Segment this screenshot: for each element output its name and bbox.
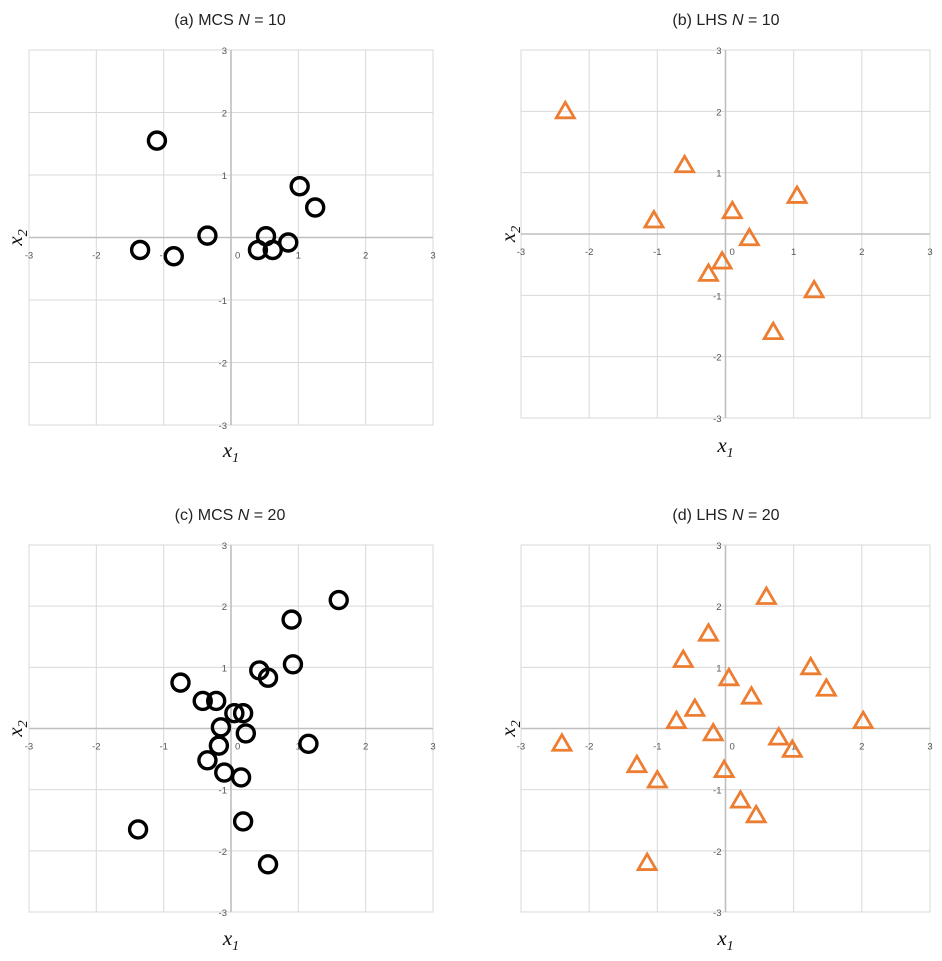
title-prefix: (a) MCS (174, 12, 239, 29)
data-point-triangle (713, 253, 731, 268)
title-n: N (237, 507, 250, 524)
x-tick-label: -1 (653, 741, 662, 753)
y-tick-label: 1 (716, 168, 722, 180)
x-tick-label: 0 (235, 741, 241, 753)
x-axis-label: $x_1$ (222, 926, 240, 954)
title-prefix: (c) MCS (174, 507, 238, 524)
title-n: N (731, 507, 744, 524)
x-tick-label: -1 (159, 741, 168, 753)
data-point-circle (291, 178, 308, 195)
data-point-triangle (556, 102, 574, 117)
data-point-circle (235, 813, 252, 830)
data-points (132, 132, 324, 265)
y-tick-label: -2 (218, 846, 227, 858)
data-point-circle (307, 199, 324, 216)
y-tick-label: -1 (713, 785, 722, 797)
x-tick-label: 3 (927, 741, 933, 753)
x-tick-label: -1 (653, 247, 662, 258)
x-tick-label: -2 (584, 741, 594, 753)
x-tick-label: 3 (927, 247, 933, 258)
y-axis-label: $x_2$ (3, 720, 31, 737)
panel-c-mcs-20 (3, 507, 436, 954)
data-point-circle (260, 856, 277, 873)
y-tick-label: -3 (218, 421, 227, 432)
title-suffix: = 20 (249, 507, 286, 524)
data-point-circle (172, 674, 189, 691)
y-tick-label: -2 (713, 846, 722, 858)
x-tick-label: 3 (430, 250, 436, 262)
x-tick-label: -3 (24, 741, 34, 753)
y-axis-label: $x_2$ (496, 225, 524, 243)
y-tick-label: 2 (221, 602, 227, 614)
title-prefix: (b) LHS (672, 12, 732, 29)
x-tick-label: 1 (791, 247, 797, 258)
title-n: N (731, 12, 744, 29)
y-tick-label: 2 (716, 107, 722, 119)
y-tick-label: -2 (713, 352, 722, 364)
x-tick-label: 3 (430, 741, 436, 753)
data-point-triangle (638, 854, 656, 869)
x-axis-label: $x_1$ (717, 433, 734, 461)
y-tick-label: -2 (218, 358, 227, 370)
data-point-triangle (667, 712, 685, 727)
data-point-circle (148, 132, 165, 149)
data-point-triangle (788, 187, 806, 202)
y-axis-label: $x_2$ (3, 229, 31, 246)
data-point-triangle (699, 625, 717, 640)
x-tick-label: 1 (791, 741, 797, 753)
x-tick-label: -2 (92, 250, 101, 262)
data-point-circle (210, 737, 227, 754)
x-tick-label: -3 (516, 741, 526, 753)
x-tick-label: 2 (859, 247, 865, 258)
data-point-circle (284, 656, 301, 673)
data-point-triangle (770, 729, 788, 744)
y-tick-label: -1 (218, 296, 227, 307)
data-point-triangle (805, 281, 823, 296)
title-suffix: = 10 (743, 12, 780, 29)
data-point-circle (132, 242, 149, 259)
x-tick-label: -3 (24, 250, 34, 262)
data-point-triangle (742, 688, 760, 703)
data-point-triangle (854, 712, 872, 727)
x-tick-label: 2 (363, 741, 369, 753)
title-n: N (238, 12, 250, 29)
x-tick-label: 0 (729, 741, 735, 753)
data-point-triangle (553, 735, 571, 750)
data-point-triangle (704, 724, 722, 739)
x-tick-label: -2 (92, 741, 101, 753)
data-point-circle (199, 227, 216, 244)
x-tick-label: 2 (859, 741, 865, 753)
x-axis-label: $x_1$ (717, 926, 734, 954)
data-point-triangle (747, 806, 765, 821)
data-point-circle (283, 611, 300, 628)
title-suffix: = 20 (743, 507, 780, 524)
data-point-circle (212, 719, 229, 736)
title-prefix: (d) LHS (672, 507, 732, 524)
title-suffix: = 10 (249, 12, 286, 29)
y-tick-label: -1 (713, 291, 722, 303)
panel-a-mcs-10 (3, 12, 436, 466)
chart-title (175, 507, 286, 524)
chart-title (672, 507, 779, 524)
x-tick-label: -1 (159, 250, 168, 262)
panel-b-lhs-10 (496, 12, 933, 461)
y-tick-label: -3 (713, 414, 722, 425)
y-tick-label: 3 (221, 46, 227, 57)
data-point-triangle (720, 669, 738, 684)
data-points (556, 102, 823, 338)
y-tick-label: -1 (218, 785, 227, 797)
x-tick-label: 2 (363, 250, 369, 262)
y-tick-label: 2 (716, 602, 722, 614)
data-point-triangle (802, 658, 820, 673)
y-tick-label: 1 (716, 663, 722, 675)
x-tick-label: 1 (295, 250, 301, 262)
x-tick-label: 1 (295, 741, 301, 753)
data-point-circle (237, 725, 254, 742)
x-tick-label: -3 (516, 247, 526, 258)
y-tick-label: -3 (713, 908, 722, 919)
y-tick-label: 3 (716, 46, 722, 57)
data-point-triangle (645, 212, 663, 227)
data-point-triangle (817, 680, 835, 695)
data-point-circle (233, 769, 250, 786)
y-tick-label: 1 (221, 663, 227, 675)
x-tick-label: 0 (729, 247, 735, 258)
x-tick-label: -2 (584, 247, 594, 258)
data-point-triangle (740, 229, 758, 244)
data-point-triangle (764, 323, 782, 338)
x-axis-label: $x_1$ (222, 438, 240, 466)
data-point-triangle (757, 588, 775, 603)
y-tick-label: 1 (221, 171, 227, 182)
data-point-circle (130, 821, 147, 838)
data-point-circle (280, 234, 297, 251)
data-points (130, 592, 348, 873)
y-tick-label: 3 (221, 541, 227, 552)
y-axis-label: $x_2$ (496, 720, 524, 737)
panel-d-lhs-20 (496, 507, 933, 954)
data-point-triangle (628, 756, 646, 771)
data-point-triangle (676, 156, 694, 171)
y-tick-label: 3 (716, 541, 722, 552)
data-point-triangle (674, 651, 692, 666)
data-point-triangle (686, 700, 704, 715)
chart-title (174, 12, 286, 29)
data-point-triangle (715, 761, 733, 776)
y-tick-label: 2 (221, 108, 227, 120)
data-point-triangle (731, 792, 749, 807)
data-point-circle (199, 752, 216, 769)
chart-title (672, 12, 779, 29)
y-tick-label: -3 (218, 908, 227, 919)
data-point-circle (300, 735, 317, 752)
x-tick-label: 0 (235, 250, 241, 262)
